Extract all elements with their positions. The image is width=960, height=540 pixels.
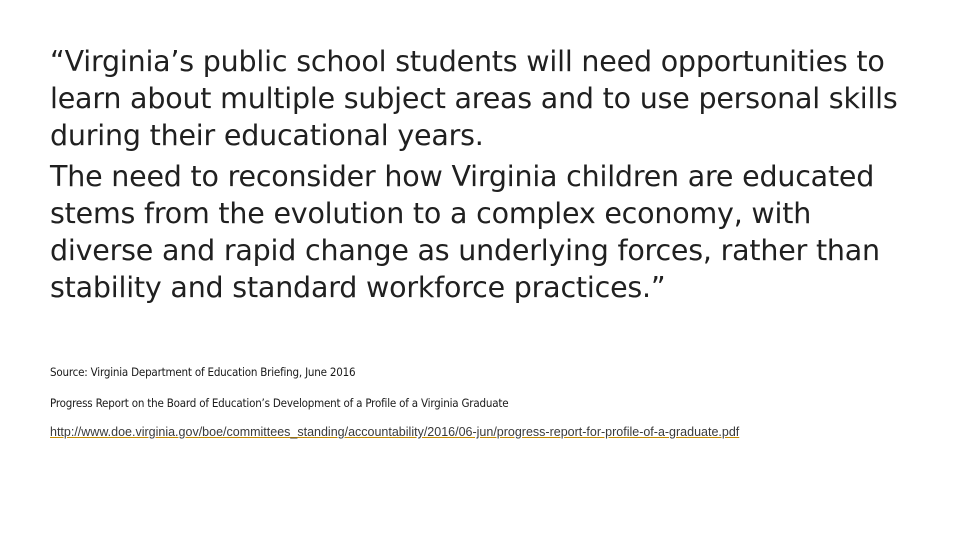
- source-citation: Source: Virginia Department of Education Briefing, June 2016: [50, 365, 356, 379]
- quote-paragraph-2: The need to reconsider how Virginia children are educated stems from the evolution to a complex economy, with diverse and rapid change as underlying forces, rather than stability and standard workforce practices.”: [50, 160, 880, 304]
- quote-block: [50, 43, 900, 306]
- source-link[interactable]: http://www.doe.virginia.gov/boe/committees_standing/accountability/2016/06-jun/progress-report-for-profile-of-a-graduate.pdf: [50, 425, 740, 439]
- report-title: Progress Report on the Board of Education’s Development of a Profile of a Virginia Graduate: [50, 396, 509, 410]
- quote-paragraph-1: “Virginia’s public school students will need opportunities to learn about multiple subject areas and to use personal skills during their educational years.: [50, 45, 898, 152]
